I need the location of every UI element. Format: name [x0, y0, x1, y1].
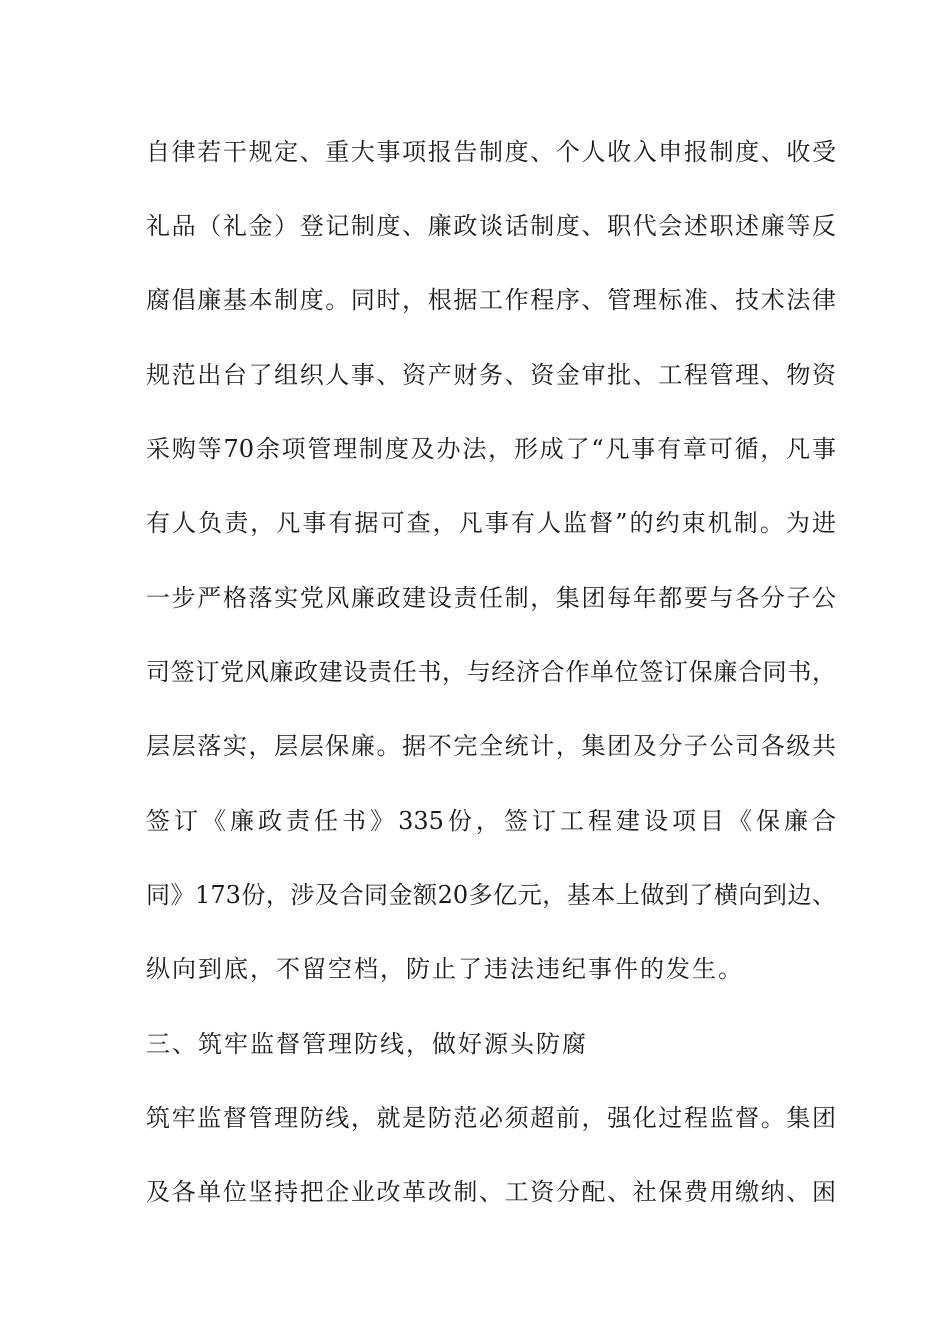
paragraph-line: 筑牢监督管理防线，就是防范必须超前，强化过程监督。集团	[146, 1104, 836, 1132]
paragraph-line: 礼品（礼金）登记制度、廉政谈话制度、职代会述职述廉等反	[146, 212, 836, 240]
paragraph-line: 层层落实，层层保廉。据不完全统计，集团及分子公司各级共	[146, 732, 836, 760]
paragraph-line: 规范出台了组织人事、资产财务、资金审批、工程管理、物资	[146, 361, 836, 389]
paragraph-line: 自律若干规定、重大事项报告制度、个人收入申报制度、收受	[146, 138, 836, 166]
paragraph-line: 有人负责，凡事有据可查，凡事有人监督”的约束机制。为进	[146, 509, 836, 537]
paragraph-line: 腐倡廉基本制度。同时，根据工作程序、管理标准、技术法律	[146, 286, 836, 314]
paragraph-line: 司签订党风廉政建设责任书，与经济合作单位签订保廉合同书，	[146, 658, 836, 686]
section-heading: 三、筑牢监督管理防线，做好源头防腐	[146, 1030, 588, 1058]
paragraph-line: 签订《廉政责任书》335份，签订工程建设项目《保廉合	[146, 807, 836, 835]
paragraph-line: 同》173份，涉及合同金额20多亿元，基本上做到了横向到边、	[146, 881, 836, 909]
paragraph-line: 纵向到底，不留空档，防止了违法违纪事件的发生。	[146, 955, 744, 983]
paragraph-line: 及各单位坚持把企业改革改制、工资分配、社保费用缴纳、困	[146, 1178, 836, 1206]
paragraph-line: 一步严格落实党风廉政建设责任制，集团每年都要与各分子公	[146, 584, 836, 612]
paragraph-line: 采购等70余项管理制度及办法，形成了“凡事有章可循，凡事	[146, 435, 836, 463]
